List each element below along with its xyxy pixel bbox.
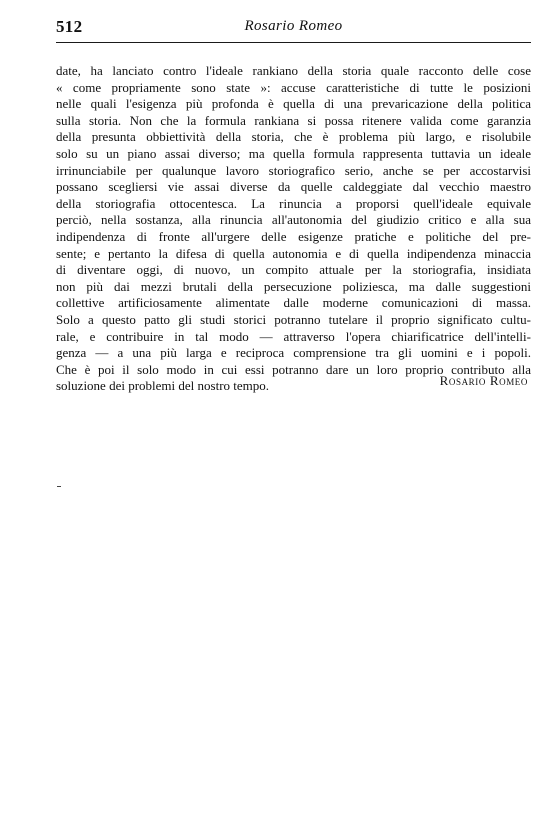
text-line-last: soluzione dei problemi del nostro tempo.	[56, 378, 270, 394]
page-number: 512	[56, 17, 83, 36]
text-line: collettive artificiosamente alimentate dalle moderne comunicazioni di massa.	[56, 295, 531, 311]
text-line: non più dai mezzi brutali della persecuzione poliziesca, ma dalle suggestioni	[56, 278, 531, 294]
text-line: Solo a questo patto gli studi storici potranno tutelare il proprio significato cultu-	[56, 311, 531, 327]
page-header	[56, 16, 531, 43]
text-line: solo su un piano assai diverso; ma quella formula rappresenta tuttavia un ideale	[56, 145, 531, 161]
text-line: sulla storia. Non che la formula rankiana si possa ritenere valida come garanzia	[56, 112, 531, 128]
text-line: della presunta obbiettività della storia, che è problema più largo, e risolubile	[56, 129, 531, 145]
text-line: Che è poi il solo modo in cui essi potranno dare un loro proprio contributo alla	[56, 361, 531, 377]
text-line: rale, e contribuire in tal modo — attraverso l'opera chiarificatrice dell'intelli-	[56, 328, 531, 344]
text-line: sente; e pertanto la difesa di quella autonomia e di quella indipendenza minaccia	[56, 245, 531, 261]
text-line: nelle quali l'esigenza più profonda è quella di una prevaricazione della politica	[56, 96, 531, 112]
text-line: possano scegliersi vie assai diverse da quelle caldeggiate dal vecchio maestro	[56, 179, 531, 195]
text-line: indipendenza di fronte all'urgere delle esigenze pratiche e politiche del pre-	[56, 228, 531, 244]
running-head: Rosario Romeo	[244, 18, 343, 34]
stray-mark	[57, 486, 61, 487]
text-line: di diventare oggi, di nuovo, un compito attuale per la storiografia, insidiata	[56, 262, 531, 278]
text-line: date, ha lanciato contro l'ideale rankiano della storia quale racconto delle cose	[56, 63, 531, 78]
text-line: perciò, nella sostanza, alla rinuncia all'autonomia del giudizio critico e alla sua	[56, 212, 531, 228]
text-line: « come propriamente sono state »: accuse caratteristiche di tutte le posizioni	[56, 79, 531, 95]
body-text	[56, 63, 531, 395]
author-signature: Rosario Romeo	[439, 373, 528, 388]
text-line: della storiografia ottocentesca. La rinuncia a proporsi quell'ideale equivale	[56, 195, 531, 211]
text-line: irrinunciabile per qualunque lavoro storiografico serio, anche se per accostarvisi	[56, 162, 531, 178]
text-line: genza — a una più larga e reciproca comprensione tra gli uomini e i popoli.	[56, 345, 531, 361]
